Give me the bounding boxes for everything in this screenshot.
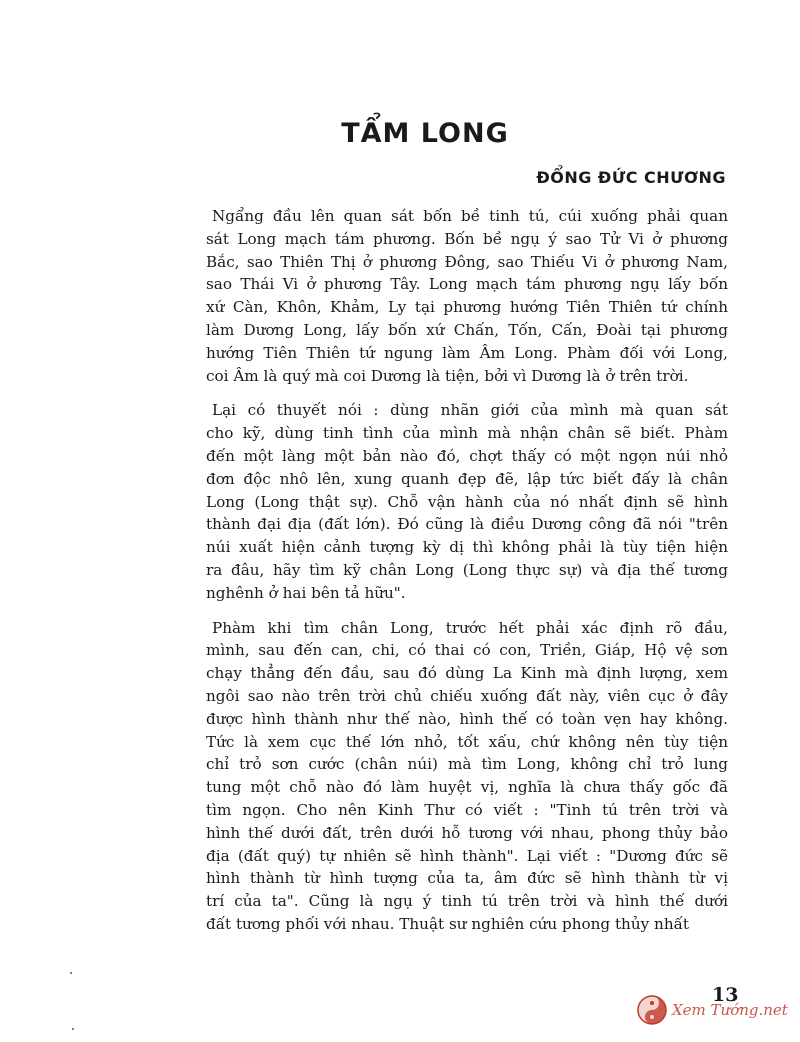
text-line: núi xuất hiện cảnh tượng kỳ dị thì không phải là tùy tiện hiện — [206, 538, 728, 557]
text-line: ra đâu, hãy tìm kỹ chân Long (Long thực sự) và địa thế tương — [206, 560, 728, 579]
paragraph — [206, 617, 728, 936]
text-line: làm Dương Long, lấy bốn xứ Chấn, Tốn, Cấn, Đoài tại phương — [206, 320, 728, 339]
paragraph — [206, 205, 728, 387]
text-line: hướng Tiên Thiên tứ ngung làm Âm Long. Phàm đối với Long, — [206, 343, 728, 362]
text-line: hình thế dưới đất, trên dưới hỗ tương với nhau, phong thủy bảo — [206, 823, 728, 842]
text-line: Long (Long thật sự). Chỗ vận hành của nó nhất định sẽ hình — [206, 492, 728, 511]
text-line: tung một chỗ nào đó làm huyệt vị, nghĩa là chưa thấy gốc đã — [206, 778, 728, 797]
text-line: ngôi sao nào trên trời chủ chiếu xuống đất này, viên cục ở đây — [206, 686, 728, 705]
text-line: cho kỹ, dùng tinh tình của mình mà nhận chân sẽ biết. Phàm — [206, 424, 728, 443]
text-line: mình, sau đến can, chi, có thai có con, Triền, Giáp, Hộ vệ sơn — [206, 641, 728, 660]
scan-speck — [72, 1028, 74, 1030]
text-line: Tức là xem cục thế lớn nhỏ, tốt xấu, chứ không nên tùy tiện — [206, 732, 728, 751]
scan-speck — [70, 972, 72, 974]
yin-yang-icon — [636, 994, 668, 1026]
text-line: sao Thái Vi ở phương Tây. Long mạch tám phương ngụ lấy bốn — [206, 275, 728, 294]
author-name: ĐỔNG ĐỨC CHƯƠNG — [536, 168, 726, 187]
text-line: nghênh ở hai bên tả hữu". — [206, 583, 406, 602]
text-line: đất tương phối với nhau. Thuật sư nghiên cứu phong thủy nhất — [206, 914, 690, 933]
text-line: trí của ta". Cũng là ngụ ý tinh tú trên trời và hình thế dưới — [206, 892, 728, 911]
page-title: TẨM LONG — [341, 118, 509, 149]
watermark-text: Xem Tướng.net — [672, 1001, 788, 1019]
page-number: 13 — [712, 984, 739, 1006]
text-line: chạy thẳng đến đầu, sau đó dùng La Kinh mà định lượng, xem — [206, 664, 728, 683]
text-line: chỉ trỏ sơn cước (chân núi) mà tìm Long, không chỉ trỏ lung — [206, 755, 728, 774]
text-line: tìm ngọn. Cho nên Kinh Thư có viết : "Tinh tú trên trời và — [206, 800, 728, 819]
text-line: xứ Càn, Khôn, Khảm, Ly tại phương hướng Tiên Thiên tứ chính — [206, 298, 728, 317]
text-line: Phàm khi tìm chân Long, trước hết phải xác định rõ đầu, — [212, 618, 728, 637]
text-line: Lại có thuyết nói : dùng nhãn giới của mình mà quan sát — [212, 401, 728, 420]
text-line: sát Long mạch tám phương. Bốn bề ngụ ý sao Tử Vi ở phương — [206, 229, 728, 248]
text-line: coi Âm là quý mà coi Dương là tiện, bởi vì Dương là ở trên trời. — [206, 366, 689, 385]
paragraph — [206, 399, 728, 604]
text-line: Ngẩng đầu lên quan sát bốn bề tinh tú, cúi xuống phải quan — [212, 207, 728, 225]
text-line: đến một làng một bản nào đó, chợt thấy có một ngọn núi nhỏ — [206, 446, 728, 465]
text-line: được hình thành như thế nào, hình thế có toàn vẹn hay không. — [206, 709, 728, 728]
text-line: hình thành từ hình tượng của ta, âm đức sẽ hình thành từ vị — [206, 869, 728, 888]
text-line: địa (đất quý) tự nhiên sẽ hình thành". Lại viết : "Dương đức sẽ — [206, 846, 728, 865]
body-text — [206, 205, 728, 948]
text-line: thành đại địa (đất lớn). Đó cũng là điều Dương công đã nói "trên — [206, 515, 728, 534]
text-line: đơn độc nhô lên, xung quanh đẹp đẽ, lập tức biết đấy là chân — [206, 469, 728, 488]
watermark — [636, 990, 796, 1030]
text-line: Bắc, sao Thiên Thị ở phương Đông, sao Thiếu Vi ở phương Nam, — [206, 252, 728, 271]
